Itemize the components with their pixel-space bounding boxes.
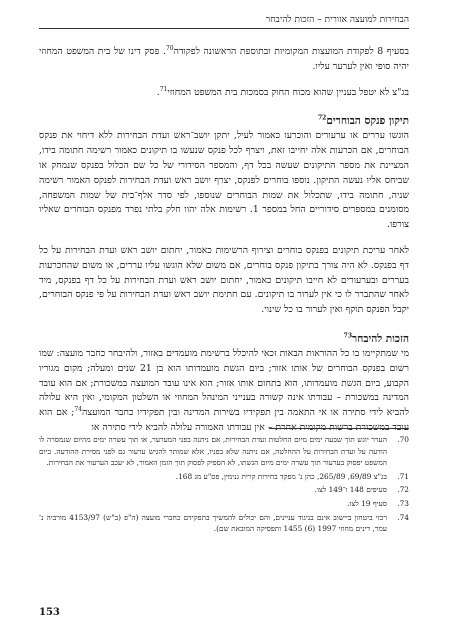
paragraph-3: הוגשו עררים או ערעורים והוכרעו כאמור לעיל, יתקן יושב־ראש ועדת הבחירות ללא דיחוי את פנקס הבוחרים, אם הכרעות אלה יחייבו זאת, ויצרף לכל פנקס שנעשו בו תיקונים כאמור רשימה חתומה בידו, המציינת את מספר התיקונים שעשה בכל דף, והמספר הסידורי של כל שם הכלול בפנקס שנמחק או שביחס אליו נעשה התיקון. נוספו בוחרים לפנקס, יצרף יושב ראש ועדת הבחירות לפנקס האמור רשימה שניה, חתומה בידו, שתכלול את שמות הבוחרים שנוספו, לפי סדר אלף־בית של שמות המשפחה, מסומנים במספרים סידוריים החל במספר 1. רשימות אלה יהוו חלק בלתי נפרד מפנקס הבוחרים שאליו צורפו. [39,130,409,231]
footnote-number: 74. [397,512,409,522]
footnote-text: סעיפים 148 ו־149 לצו. [314,485,387,495]
page-number: 153 [39,607,60,618]
footnote-text: סעיף 19 לצו. [347,498,387,508]
running-header-title: הבחירות למועצה אזורית – הזכות להיבחר [265,15,409,25]
footnote-item [39,484,409,496]
footnote-number: 72. [397,485,409,495]
footnote-item [39,471,409,483]
footnote-item [39,434,409,469]
paragraph-1 [39,45,409,75]
footnote-ref-74: 74 [74,406,82,414]
paragraph-1-tail: . פסק דינו של בית המשפט המחוזי יהיה סופי ואין לערער עליו. [39,46,409,72]
footnote-text: הערר יוגש תוך שבעה ימים מיום החלטות ועדת הבחירות, אם ניתנה בפני המערער, או תוך עשרה ימים מהיום שנמסרה לו הודעה על ועדת הבחירות על ההחלטה, אם ניתנה שלא בפניו, אלא שמותר להגיש ערעור גם לפני מסירת ההודעה. ביום המשפט יפסוק בערעור תוך עשרה ימים מיום הגשתו, לא הספיק לפסוק תוך הזמן האמור, לא יעכב הערעור את הבחירות. [39,435,387,468]
paragraph-2 [39,86,409,101]
footnote-number: 70. [397,435,409,444]
footnote-ref-71: 71 [159,85,168,93]
paragraph-1-text: בסעיף 8 לפקודת המועצות המקומיות ובתוספת הראשונה לפקודה [173,46,409,57]
section-heading-right-to-be-elected-text: הזכות להיבחר [352,332,409,345]
footnote-text: רכזי ביטחון ביישוב אינם בניגוד עניינים, והם יכולים להמשיך בתפקידם כחברי מועצה (ה"פ (ב"ש) 4153/97 מורביה נ' עמר, דינים מחוזי 1997 (6) 1455 ותפסיקה המובאת שם). [39,512,387,534]
footnote-item [39,498,409,510]
footnote-text: בג"צ 69/89, 265/89, כהן נ' מפקד בחירות קרית גנימין, פס"ע מג 168. [175,471,387,481]
footnote-number: 71. [397,471,409,481]
section-heading-voter-register-text: תיקון פנקס הבוחרים [326,115,409,128]
footnote-ref-70: 70 [165,44,174,52]
footnote-divider [269,428,409,429]
footnote-ref-73: 73 [343,332,353,340]
footnote-item [39,512,409,535]
section-heading-voter-register [39,114,409,129]
paragraph-5-text: מי שמתקיימו בו כל ההוראות הבאות זכאי להיכלל ברשימת מועמדים באזור, ולהיבחר כחבר מועצה: שמו רשום בפנקס הבוחרים של אותו אזור; ביום הגשת מועמדותו הוא בן 21 שנים ומעלה; מקום מגוריו הקבוע, ביום הגשת מועמדותו, הוא בתחום אותו אזור; הוא אינו עובד המועצה במשכורת; אם הוא עובד המדינה במשכורת – עבודתו אינה קשורה בענייני המינהל המחוזי או השלטון המקומי, ואין היא עלולה להביא לידי סתירה או אי התאמה בין תפקידיו בשירות המדינה ובין תפקידיו כחבר המועצה [39,347,409,419]
paragraph-5-tail: ; אם הוא עובד במשכורת ברשות מקומית אחרת – אין עבודתו האמורה עלולה להביא לידי סתירה או [39,407,409,433]
paragraph-2-text: בג"צ לא יטפל בעניין שהוא מכוח החוק בסמכות בית המשפט המחוזי [167,86,409,98]
body-text [39,45,409,436]
section-heading-right-to-be-elected [39,332,409,347]
footnote-number: 73. [397,498,409,508]
running-header [39,14,409,29]
paragraph-4: לאחר עריכת תיקונים בפנקס בוחרים וצירוף הרשימות כאמור, יחתום יושב ראש ועדת הבחירות על כל דף בפנקס. לא היה צורך בתיקון פנקס בוחרים, אם משום שלא הוגשו עליו עררים, או משום שהחכרעות בעררים ובערעורים לא חייבו תיקונים כאמור, יחתום יושב ראש ועדת הבחירות על כל דף בפנקס, מיד לאחר שהתברר לו כי אין לערור בו תיקונים. עם חתימת יושב ראש ועדת הבחירות על פי פנקס הבוחרים, יקבל הפנקס תוקף ואין לערור בו כל שינוי. [39,244,409,316]
paragraph-5 [39,347,409,436]
paragraph-2-tail: . [156,86,160,98]
footnote-ref-72: 72 [318,114,327,122]
footnotes [39,434,409,537]
